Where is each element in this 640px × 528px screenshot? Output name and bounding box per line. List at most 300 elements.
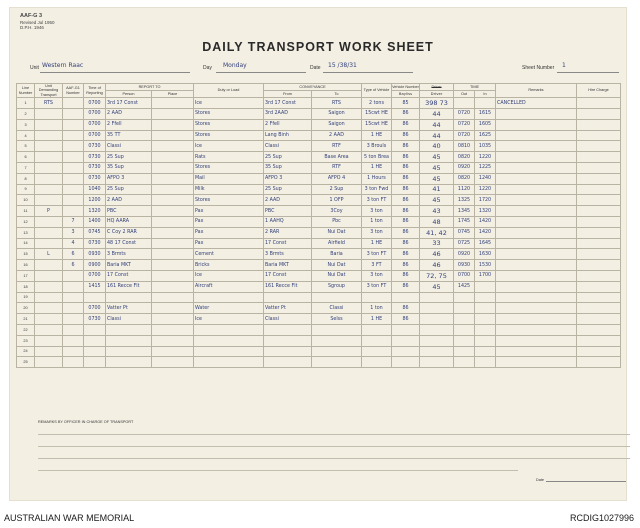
cell-time: 0700 (84, 119, 106, 130)
cell-hire (577, 238, 621, 249)
cell-from: 2 AAD (264, 195, 312, 206)
cell-in (475, 357, 496, 368)
table-row (17, 98, 621, 109)
cell-type (362, 357, 392, 368)
cell-line: 8 (17, 173, 35, 184)
cell-duty: Pax (194, 206, 264, 217)
cell-veh: 86 (392, 173, 420, 184)
cell-to: Nui Dat (312, 227, 362, 238)
cell-to: Saigon (312, 119, 362, 130)
cell-time: 0730 (84, 163, 106, 174)
cell-time: 0730 (84, 152, 106, 163)
cell-drv: 44 (420, 119, 454, 130)
cell-time: 0700 (84, 130, 106, 141)
cell-aaf (63, 141, 84, 152)
cell-unit (35, 195, 63, 206)
header-type-vehicle: Type of Vehicle (362, 84, 392, 98)
table-row (17, 249, 621, 260)
cell-person: 3rd 17 Const (106, 98, 152, 109)
cell-line: 18 (17, 281, 35, 292)
cell-line: 15 (17, 249, 35, 260)
cell-veh: 86 (392, 130, 420, 141)
cell-place (152, 152, 194, 163)
header-time-reporting: Time of Reporting (84, 84, 106, 98)
cell-time: 0700 (84, 270, 106, 281)
cell-type: 15cwt HE (362, 119, 392, 130)
cell-unit: P (35, 206, 63, 217)
cell-hire (577, 227, 621, 238)
cell-type: 1 ton (362, 303, 392, 314)
table-body (17, 98, 621, 368)
cell-to: Base Area (312, 152, 362, 163)
remarks-line (38, 470, 518, 471)
cell-type: 3 ton (362, 206, 392, 217)
sheet-number-underline (557, 72, 619, 73)
cell-unit (35, 314, 63, 325)
cell-person: 35 Sup (106, 163, 152, 174)
cell-hire (577, 119, 621, 130)
cell-unit (35, 109, 63, 120)
cell-time: 1415 (84, 281, 106, 292)
cell-in: 1220 (475, 184, 496, 195)
cell-person: AFPO 3 (106, 173, 152, 184)
day-value: Monday (223, 62, 247, 69)
cell-drv: 45 (420, 195, 454, 206)
cell-duty: Pax (194, 238, 264, 249)
cell-remarks (496, 195, 577, 206)
cell-in (475, 292, 496, 303)
cell-hire (577, 357, 621, 368)
cell-unit (35, 270, 63, 281)
cell-duty (194, 324, 264, 335)
cell-to: Pbc (312, 216, 362, 227)
cell-hire (577, 109, 621, 120)
cell-duty: Stores (194, 130, 264, 141)
header-remarks: Remarks (496, 84, 577, 98)
cell-remarks: CANCELLED (496, 98, 577, 109)
cell-drv (420, 292, 454, 303)
cell-from (264, 292, 312, 303)
cell-veh: 86 (392, 303, 420, 314)
cell-veh: 86 (392, 163, 420, 174)
date-line (546, 481, 626, 482)
cell-in: 1700 (475, 270, 496, 281)
cell-aaf: 7 (63, 216, 84, 227)
cell-to (312, 357, 362, 368)
cell-in: 1625 (475, 130, 496, 141)
cell-out (454, 335, 475, 346)
cell-unit: RTS (35, 98, 63, 109)
cell-to: RTF (312, 141, 362, 152)
cell-type: 3 ton FT (362, 249, 392, 260)
cell-veh: 86 (392, 281, 420, 292)
cell-veh: 86 (392, 270, 420, 281)
cell-drv: 43 (420, 206, 454, 217)
cell-place (152, 270, 194, 281)
cell-in (475, 335, 496, 346)
cell-time: 0930 (84, 249, 106, 260)
header-hire-charge: Hire Charge (577, 84, 621, 98)
cell-out: 0820 (454, 152, 475, 163)
cell-remarks (496, 260, 577, 271)
cell-unit (35, 260, 63, 271)
cell-hire (577, 141, 621, 152)
date-underline (323, 72, 413, 73)
cell-drv (420, 335, 454, 346)
cell-hire (577, 195, 621, 206)
header-conveyance: CONVEYANCE (264, 84, 362, 91)
cell-out: 1120 (454, 184, 475, 195)
cell-line: 24 (17, 346, 35, 357)
cell-hire (577, 346, 621, 357)
cell-duty: Stores (194, 119, 264, 130)
cell-line: 10 (17, 195, 35, 206)
cell-duty: Stores (194, 163, 264, 174)
cell-duty: Ice (194, 314, 264, 325)
header-driver-text: Driver (431, 84, 442, 89)
cell-line: 5 (17, 141, 35, 152)
cell-place (152, 206, 194, 217)
cell-from: 3rd 17 Const (264, 98, 312, 109)
cell-aaf (63, 346, 84, 357)
cell-remarks (496, 357, 577, 368)
cell-veh: 86 (392, 152, 420, 163)
cell-from (264, 335, 312, 346)
cell-unit (35, 281, 63, 292)
cell-hire (577, 184, 621, 195)
sheet-number-label: Sheet Number (522, 65, 555, 71)
cell-remarks (496, 270, 577, 281)
cell-time: 0700 (84, 109, 106, 120)
cell-drv: 45 (420, 152, 454, 163)
remarks-line (38, 458, 630, 459)
cell-person: C Coy 2 RAR (106, 227, 152, 238)
cell-veh: 86 (392, 109, 420, 120)
cell-time: 1040 (84, 184, 106, 195)
form-code-line: D.P.H. 1946 (20, 25, 44, 30)
cell-in: 1320 (475, 206, 496, 217)
cell-remarks (496, 292, 577, 303)
cell-remarks (496, 238, 577, 249)
cell-to: 2 Sup (312, 184, 362, 195)
cell-drv: 46 (420, 260, 454, 271)
cell-hire (577, 314, 621, 325)
cell-type: 3 Brouls (362, 141, 392, 152)
cell-line: 2 (17, 109, 35, 120)
cell-veh: 86 (392, 249, 420, 260)
cell-to: 2 AAD (312, 130, 362, 141)
cell-in: 1240 (475, 173, 496, 184)
cell-in (475, 303, 496, 314)
unit-underline (40, 72, 190, 73)
cell-time (84, 357, 106, 368)
cell-veh: 86 (392, 238, 420, 249)
cell-person: 3 Brmts (106, 249, 152, 260)
cell-in: 1530 (475, 260, 496, 271)
cell-person: 2 AAD (106, 195, 152, 206)
cell-place (152, 260, 194, 271)
cell-unit: L (35, 249, 63, 260)
cell-to: Classi (312, 303, 362, 314)
cell-duty: Rats (194, 152, 264, 163)
unit-value: Western Raac (42, 62, 84, 69)
table-row (17, 130, 621, 141)
cell-person (106, 335, 152, 346)
cell-remarks (496, 152, 577, 163)
cell-in: 1225 (475, 163, 496, 174)
cell-time: 0700 (84, 303, 106, 314)
cell-place (152, 249, 194, 260)
cell-aaf (63, 195, 84, 206)
cell-hire (577, 270, 621, 281)
header-time: TIME (454, 84, 496, 91)
cell-line: 20 (17, 303, 35, 314)
cell-to: AFPO 4 (312, 173, 362, 184)
cell-duty: Milk (194, 184, 264, 195)
table-row (17, 216, 621, 227)
cell-from: PBC (264, 206, 312, 217)
cell-time: 0730 (84, 141, 106, 152)
cell-drv: 46 (420, 249, 454, 260)
cell-hire (577, 324, 621, 335)
cell-line: 16 (17, 260, 35, 271)
cell-in (475, 346, 496, 357)
cell-from: 3 Brmts (264, 249, 312, 260)
cell-out: 0820 (454, 173, 475, 184)
table-row (17, 260, 621, 271)
cell-veh (392, 292, 420, 303)
header-line-number: Line Number (17, 84, 35, 98)
cell-aaf (63, 270, 84, 281)
cell-hire (577, 152, 621, 163)
date-value: 15 /38/31 (328, 62, 357, 69)
cell-remarks (496, 206, 577, 217)
cell-person (106, 292, 152, 303)
unit-label: Unit (30, 65, 39, 71)
cell-person: 25 Sup (106, 152, 152, 163)
cell-unit (35, 163, 63, 174)
cell-to (312, 292, 362, 303)
cell-aaf (63, 130, 84, 141)
cell-from (264, 357, 312, 368)
cell-time (84, 324, 106, 335)
cell-type: 2 tons (362, 98, 392, 109)
table-row (17, 303, 621, 314)
cell-duty: Water (194, 303, 264, 314)
cell-out: 1745 (454, 216, 475, 227)
cell-drv: 72, 75 (420, 270, 454, 281)
cell-place (152, 195, 194, 206)
cell-type: 15cwt HE (362, 109, 392, 120)
cell-place (152, 314, 194, 325)
cell-line: 12 (17, 216, 35, 227)
cell-hire (577, 249, 621, 260)
cell-line: 14 (17, 238, 35, 249)
cell-duty (194, 357, 264, 368)
cell-veh: 86 (392, 227, 420, 238)
cell-drv: 45 (420, 163, 454, 174)
date-label: Date (536, 478, 545, 482)
cell-out: 0745 (454, 227, 475, 238)
cell-veh: 86 (392, 195, 420, 206)
cell-line: 22 (17, 324, 35, 335)
cell-type: 1 HE (362, 130, 392, 141)
cell-unit (35, 152, 63, 163)
cell-in (475, 281, 496, 292)
cell-from: 35 Sup (264, 163, 312, 174)
cell-drv: 41 (420, 184, 454, 195)
footer-left: AUSTRALIAN WAR MEMORIAL (4, 513, 135, 523)
cell-type: 1 ton (362, 216, 392, 227)
cell-out: 0920 (454, 249, 475, 260)
table-row (17, 119, 621, 130)
cell-to: Sgroup (312, 281, 362, 292)
remarks-line (38, 434, 630, 435)
cell-time (84, 335, 106, 346)
cell-drv (420, 303, 454, 314)
table-row (17, 292, 621, 303)
day-label: Day (203, 65, 212, 71)
cell-aaf: 3 (63, 227, 84, 238)
cell-drv (420, 314, 454, 325)
cell-aaf (63, 109, 84, 120)
cell-type: 3 ton Fwd (362, 184, 392, 195)
cell-line: 25 (17, 357, 35, 368)
cell-time (84, 346, 106, 357)
cell-type (362, 346, 392, 357)
cell-unit (35, 119, 63, 130)
cell-remarks (496, 141, 577, 152)
cell-duty: Mail (194, 173, 264, 184)
cell-veh: 86 (392, 184, 420, 195)
cell-out: 1325 (454, 195, 475, 206)
cell-in: 1720 (475, 195, 496, 206)
table-row (17, 173, 621, 184)
cell-veh: 86 (392, 141, 420, 152)
cell-out: 0920 (454, 163, 475, 174)
cell-duty: Ice (194, 141, 264, 152)
cell-remarks (496, 314, 577, 325)
table-row (17, 357, 621, 368)
cell-hire (577, 98, 621, 109)
cell-unit (35, 130, 63, 141)
header-vehicle-number: Vehicle Number (392, 84, 419, 89)
driver-sub: Driver (420, 91, 454, 98)
cell-type: 3 ton FT (362, 195, 392, 206)
cell-place (152, 357, 194, 368)
cell-place (152, 141, 194, 152)
table-row (17, 184, 621, 195)
form-code-line: AAF-G 3 (20, 13, 42, 19)
cell-hire (577, 281, 621, 292)
header-to: To (312, 91, 362, 98)
cell-aaf (63, 324, 84, 335)
cell-line: 21 (17, 314, 35, 325)
cell-place (152, 227, 194, 238)
cell-out: 0810 (454, 141, 475, 152)
cell-unit (35, 324, 63, 335)
cell-unit (35, 173, 63, 184)
cell-remarks (496, 130, 577, 141)
cell-time: 0730 (84, 314, 106, 325)
cell-aaf: 4 (63, 238, 84, 249)
cell-drv: 44 (420, 130, 454, 141)
cell-type: 1 HE (362, 163, 392, 174)
cell-out: 0720 (454, 130, 475, 141)
cell-drv: 40 (420, 141, 454, 152)
cell-from: 2 RAR (264, 227, 312, 238)
cell-duty: Ice (194, 270, 264, 281)
cell-aaf (63, 292, 84, 303)
cell-person: 2 Ffell (106, 119, 152, 130)
cell-line: 13 (17, 227, 35, 238)
cell-duty (194, 335, 264, 346)
cell-veh: 86 (392, 119, 420, 130)
cell-aaf (63, 119, 84, 130)
remarks-line (38, 446, 630, 447)
cell-in: 1035 (475, 141, 496, 152)
cell-duty (194, 292, 264, 303)
cell-place (152, 173, 194, 184)
cell-unit (35, 346, 63, 357)
cell-type: 1 HE (362, 314, 392, 325)
cell-remarks (496, 346, 577, 357)
cell-type (362, 324, 392, 335)
cell-out: 0700 (454, 270, 475, 281)
cell-aaf (63, 206, 84, 217)
cell-from: 161 Recce Flt (264, 281, 312, 292)
cell-time: 1400 (84, 216, 106, 227)
cell-person: Baria MKT (106, 260, 152, 271)
cell-type: 1 Hours (362, 173, 392, 184)
cell-hire (577, 216, 621, 227)
cell-person: Vatter Pt (106, 303, 152, 314)
cell-duty: Pax (194, 227, 264, 238)
cell-duty: Bricks (194, 260, 264, 271)
cell-hire (577, 173, 621, 184)
cell-drv: 398 73 (420, 98, 454, 109)
cell-type: 5 ton Brea (362, 152, 392, 163)
cell-to: 3Coy (312, 206, 362, 217)
cell-line: 17 (17, 270, 35, 281)
cell-from: 25 Sup (264, 152, 312, 163)
cell-duty: Ice (194, 98, 264, 109)
cell-aaf (63, 314, 84, 325)
cell-out (454, 324, 475, 335)
header-unit-demanding: Unit Demanding Transport (35, 84, 63, 98)
cell-in: 1605 (475, 119, 496, 130)
cell-to: Airfield (312, 238, 362, 249)
cell-aaf (63, 303, 84, 314)
header-in: In (475, 91, 496, 98)
cell-line: 7 (17, 163, 35, 174)
cell-in: 1645 (475, 238, 496, 249)
header-place: Place (152, 91, 194, 98)
date-label-top: Date (310, 65, 321, 71)
cell-out (454, 346, 475, 357)
cell-veh: 86 (392, 206, 420, 217)
cell-from: 17 Const (264, 270, 312, 281)
form-code (20, 14, 55, 31)
header-report-to: REPORT TO (106, 84, 194, 91)
cell-in: 1630 (475, 249, 496, 260)
table-row (17, 270, 621, 281)
sheet-number-value: 1 (562, 62, 566, 69)
cell-line: 19 (17, 292, 35, 303)
table-row (17, 195, 621, 206)
cell-line: 9 (17, 184, 35, 195)
cell-duty: Stores (194, 195, 264, 206)
